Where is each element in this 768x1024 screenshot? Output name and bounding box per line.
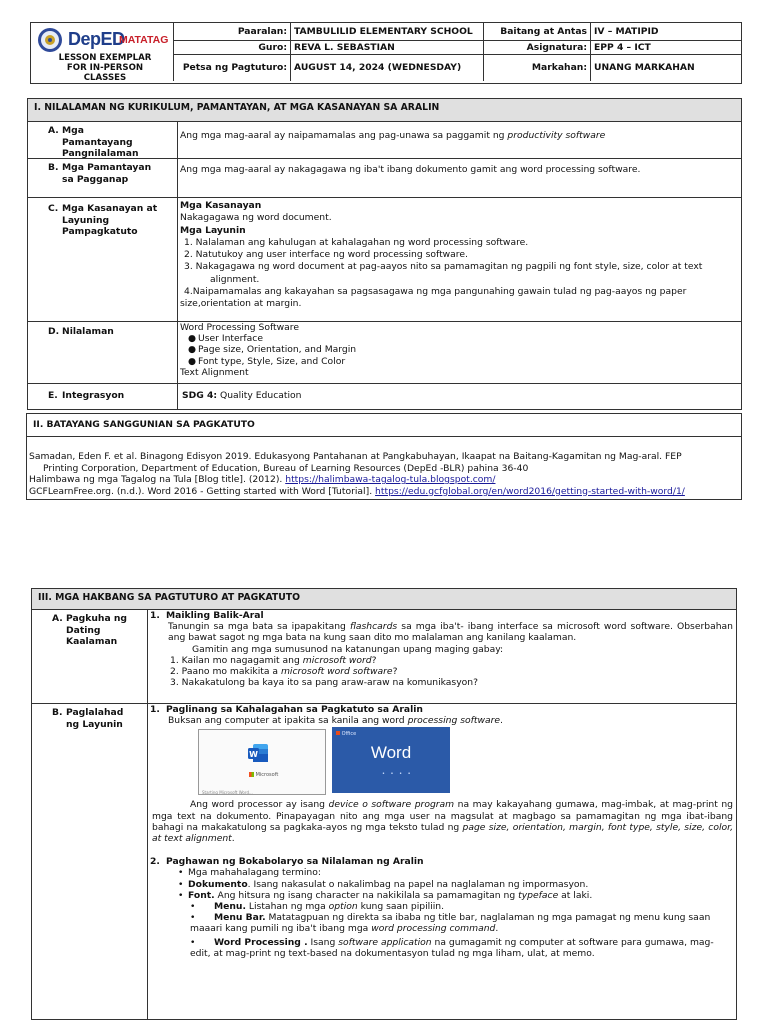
term-definition: . xyxy=(495,923,499,935)
reference-cont: Printing Corporation, Department of Education, Bureau of Learning Resources (DepEd -BLR) pahina 36-40 xyxy=(43,462,529,474)
deped-seal-icon xyxy=(37,27,63,53)
bullet-icon: ● xyxy=(188,355,197,367)
bullet-icon: • xyxy=(178,867,184,879)
item-heading: Maikling Balik-Aral xyxy=(166,610,264,621)
term-name: Menu Bar. xyxy=(214,912,266,924)
word-title: Word xyxy=(370,743,412,763)
kasanayan-heading: Mga Kasanayan xyxy=(180,200,262,211)
row-letter: E. xyxy=(48,390,58,401)
layunin-item: 2. Natutukoy ang user interface ng word processing software. xyxy=(184,249,468,261)
row-letter: A. xyxy=(52,613,63,624)
matatag-logo: MATATAG xyxy=(119,34,169,46)
term-name: Dokumento xyxy=(188,878,248,890)
text: Buksan ang computer at ipakita sa kanila ang word xyxy=(168,715,408,727)
markahan-label: Markahan: xyxy=(484,55,591,81)
section3-title: III. MGA HAKBANG SA PAGTUTURO AT PAGKATUTO xyxy=(32,589,737,610)
term-definition: Ang hitsura ng isang character na nakikilala sa pamamagitan ng xyxy=(214,889,519,901)
row-letter: B. xyxy=(48,162,59,173)
guro-label: Guro: xyxy=(174,41,291,55)
text-italic: microsoft word xyxy=(302,654,372,666)
row-integrasyon xyxy=(28,384,178,410)
layunin-item-cont: alignment. xyxy=(210,273,260,285)
text-italic: productivity software xyxy=(507,130,606,141)
text-italic: processing software xyxy=(407,715,501,727)
text-italic: option xyxy=(328,901,358,913)
row-letter: C. xyxy=(48,203,59,214)
text-italic: word processing command xyxy=(371,923,496,935)
row-pagkuha-kaalaman xyxy=(32,610,148,704)
layunin-item: 1. Nalalaman ang kahulugan at kahalagahan ng word processing software. xyxy=(184,236,529,248)
layunin-item: 3. Nakagagawa ng word document at pag-aayos nito sa pamamagitan ng pagpili ng font style, size, color at text xyxy=(184,261,703,273)
item-number: 1. xyxy=(150,704,160,715)
section-references xyxy=(26,413,742,500)
nilalaman-bullet: Font type, Style, Size, and Color xyxy=(198,355,346,367)
text-italic: software application xyxy=(338,936,432,948)
row-nilalaman xyxy=(28,322,178,384)
balik-aral-paragraph xyxy=(150,621,733,643)
text: . xyxy=(231,833,235,845)
term-definition: kung saan pipiliin. xyxy=(357,901,445,913)
row-letter: A. xyxy=(48,125,59,136)
layunin-item: 4.Naipamamalas ang kakayahan sa pagsasagawa ng mga pangunahing gawain tulad ng pag-aayos ng paper xyxy=(184,286,687,298)
kasanayan-text: Nakagagawa ng word document. xyxy=(180,212,332,224)
text: Ang mga mag-aaral ay nakagagawa ng iba't ibang dokumento gamit ang word processing software. xyxy=(180,164,641,175)
row-label: Nilalaman xyxy=(62,326,114,337)
reference-link[interactable]: https://halimbawa-tagalog-tula.blogspot.com/ xyxy=(285,474,496,485)
paglalahad-layunin-content xyxy=(148,704,737,1020)
office-header xyxy=(336,729,356,740)
sdg-text: Quality Education xyxy=(217,390,302,401)
text: ? xyxy=(392,666,398,678)
pagkuha-kaalaman-content xyxy=(148,610,737,704)
splash-footer: Starting Microsoft Word... xyxy=(202,790,253,796)
term-definition: at laki. xyxy=(558,889,593,901)
microsoft-label: Microsoft xyxy=(255,772,279,779)
item-number: 1. xyxy=(150,610,160,621)
text-italic: typeface xyxy=(518,889,559,901)
paaralan-value: TAMBULILID ELEMENTARY SCHOOL xyxy=(291,23,484,41)
text: 2. Paano mo makikita a xyxy=(170,666,281,678)
text: ? xyxy=(371,654,377,666)
word-processor-paragraph xyxy=(150,799,733,844)
bullet-icon: ● xyxy=(188,344,197,356)
layunin-item-cont: size,orientation at margin. xyxy=(180,298,302,310)
text: na may kakayahang gumawa, mag-imbak, at mag-print ng mga text na dokumento. Pinapayagan nito ang mga user na magsulat at magbago sa pamamagitan ng mga ibat-ibang bahagi na makakatulong sa pagkaka-ayos ng mga teksto tulad ng xyxy=(152,799,733,833)
svg-text:W: W xyxy=(249,750,258,760)
reference: Halimbawa ng mga Tagalog na Tula [Blog title]. (2012). xyxy=(29,474,286,485)
term-definition: Isang xyxy=(307,936,339,948)
bullet-icon: • xyxy=(190,901,196,913)
pamantayan-sa-pagganap-content xyxy=(178,159,742,198)
paaralan-label: Paaralan: xyxy=(174,23,291,41)
question: 3. Nakakatulong ba kaya ito sa pang araw-araw na komunikasyon? xyxy=(170,677,478,689)
bullet-icon: • xyxy=(178,889,184,901)
nilalaman-line: Word Processing Software xyxy=(180,322,300,333)
term-definition: . Isang nakasulat o nakalimbag na papel na naglalaman ng impormasyon. xyxy=(247,878,589,890)
item-heading: Paglinang sa Kahalagahan sa Pagkatuto sa Aralin xyxy=(166,704,423,715)
asignatura-label: Asignatura: xyxy=(484,41,591,55)
reference: GCFLearnFree.org. (n.d.). Word 2016 - Getting started with Word [Tutorial]. xyxy=(29,485,376,497)
term-name: Word Processing . xyxy=(214,936,308,948)
microsoft-caption xyxy=(249,770,278,781)
row-kasanayan-layunin xyxy=(28,198,178,322)
row-pamantayang-pangnilalaman xyxy=(28,122,178,159)
section2-title: II. BATAYANG SANGGUNIAN SA PAGKATUTO xyxy=(27,414,741,437)
bullet-icon: • xyxy=(190,912,196,924)
text-italic: page size, orientation, margin, font type, style, size, color, at text alignment xyxy=(152,821,733,845)
nilalaman-line: Text Alignment xyxy=(180,366,249,378)
layunin-heading: Mga Layunin xyxy=(180,224,246,236)
term-definition: Listahan ng mga xyxy=(245,901,329,913)
loading-dots: • • • • xyxy=(382,771,413,778)
section1-title: I. NILALAMAN NG KURIKULUM, PAMANTAYAN, AT MGA KASANAYAN SA ARALIN xyxy=(28,99,742,122)
reference-link[interactable]: https://edu.gcfglobal.org/en/word2016/getting-started-with-word/1/ xyxy=(375,485,685,497)
petsa-label: Petsa ng Pagtuturo: xyxy=(174,55,291,81)
office-label: Office xyxy=(341,731,357,738)
section-steps xyxy=(31,588,737,1020)
guro-value: REVA L. SEBASTIAN xyxy=(291,41,484,55)
row-paglalahad-layunin xyxy=(32,704,148,1020)
markahan-value: UNANG MARKAHAN xyxy=(591,55,742,81)
sdg-label: SDG 4: xyxy=(182,390,218,401)
item-heading: Paghawan ng Bokabolaryo sa Nilalaman ng Aralin xyxy=(166,856,424,868)
baitang-value: IV – MATIPID xyxy=(591,23,742,41)
logo-cell xyxy=(31,23,174,81)
kasanayan-layunin-content xyxy=(178,198,742,322)
baitang-label: Baitang at Antas xyxy=(484,23,591,41)
term-intro: Mga mahahalagang termino: xyxy=(188,867,321,879)
text-italic: microsoft word software xyxy=(280,666,393,678)
guide-text: Gamitin ang mga sumusunod na katanungan upang maging gabay: xyxy=(192,643,504,655)
nilalaman-bullet: User Interface xyxy=(198,333,263,345)
term-definition: na gumagamit ng computer at software para gumawa, mag-edit, at mag-print ng text-based na dokumentasyon tulad ng mga liham, ulat, at memo. xyxy=(190,936,714,959)
pamantayang-pangnilalaman-content xyxy=(178,122,742,159)
microsoft-logo-icon xyxy=(249,772,254,777)
integrasyon-content xyxy=(178,384,742,410)
text: Tanungin sa mga bata sa ipapakitang xyxy=(168,621,350,633)
petsa-value: AUGUST 14, 2024 (WEDNESDAY) xyxy=(291,55,484,81)
section-curriculum xyxy=(27,98,742,410)
office-logo-icon xyxy=(336,731,340,735)
bullet-icon: • xyxy=(190,936,196,948)
row-label: Mga Pamantayan sa Pagganap xyxy=(62,162,152,185)
row-label: Paglalahad ng Layunin xyxy=(66,707,124,730)
row-label: Mga Pamantayang Pangnilalaman xyxy=(62,125,139,158)
row-label: Mga Kasanayan at Layuning Pampagkatuto xyxy=(62,203,158,237)
row-letter: B. xyxy=(52,707,63,718)
nilalaman-content xyxy=(178,322,742,384)
text: Ang word processor ay isang xyxy=(190,799,329,811)
deped-logo-text xyxy=(68,29,125,50)
nilalaman-bullet: Page size, Orientation, and Margin xyxy=(198,344,357,356)
term-name: Font. xyxy=(188,889,215,901)
word-splash-screenshot xyxy=(198,729,326,795)
deped-logo: DepED xyxy=(68,29,125,49)
lesson-exemplar-label: LESSON EXEMPLAR FOR IN-PERSON CLASSES xyxy=(58,53,152,83)
asignatura-value: EPP 4 – ICT xyxy=(591,41,742,55)
text-italic: device o software program xyxy=(328,799,455,811)
term-definition: Matatagpuan ng direkta sa ibaba ng title bar, naglalaman ng mga pamagat ng menu kung saan maaari kang pumili ng iba't ibang mga xyxy=(190,912,711,935)
word-office-screenshot xyxy=(332,727,450,793)
text: 1. Kailan mo nagagamit ang xyxy=(170,654,303,666)
item-number: 2. xyxy=(150,856,160,868)
term-name: Menu. xyxy=(214,901,246,913)
text: . xyxy=(500,715,503,727)
text: sa mga iba't- ibang interface sa microsoft word software. Obserbahan ang bawat sagot ng mga bata na kung saan dito mo malalaman ang kanilang kaalaman. xyxy=(168,621,733,644)
reference: Samadan, Eden F. et al. Binagong Edisyon 2019. Edukasyong Pantahanan at Pangkabuhayan, Ikaapat na Baitang-Kagamitan ng Mag-aral. FEP xyxy=(29,451,682,462)
header-table xyxy=(30,22,742,84)
row-label: Integrasyon xyxy=(62,390,125,401)
row-label: Pagkuha ng Dating Kaalaman xyxy=(66,613,127,647)
row-pamantayan-sa-pagganap xyxy=(28,159,178,198)
row-letter: D. xyxy=(48,326,60,337)
text-italic: flashcards xyxy=(349,621,398,633)
word-logo-icon xyxy=(247,742,269,764)
text: Ang mga mag-aaral ay naipamamalas ang pag-unawa sa paggamit ng xyxy=(180,130,508,141)
bullet-icon: • xyxy=(178,878,184,890)
bullet-icon: ● xyxy=(188,333,197,345)
